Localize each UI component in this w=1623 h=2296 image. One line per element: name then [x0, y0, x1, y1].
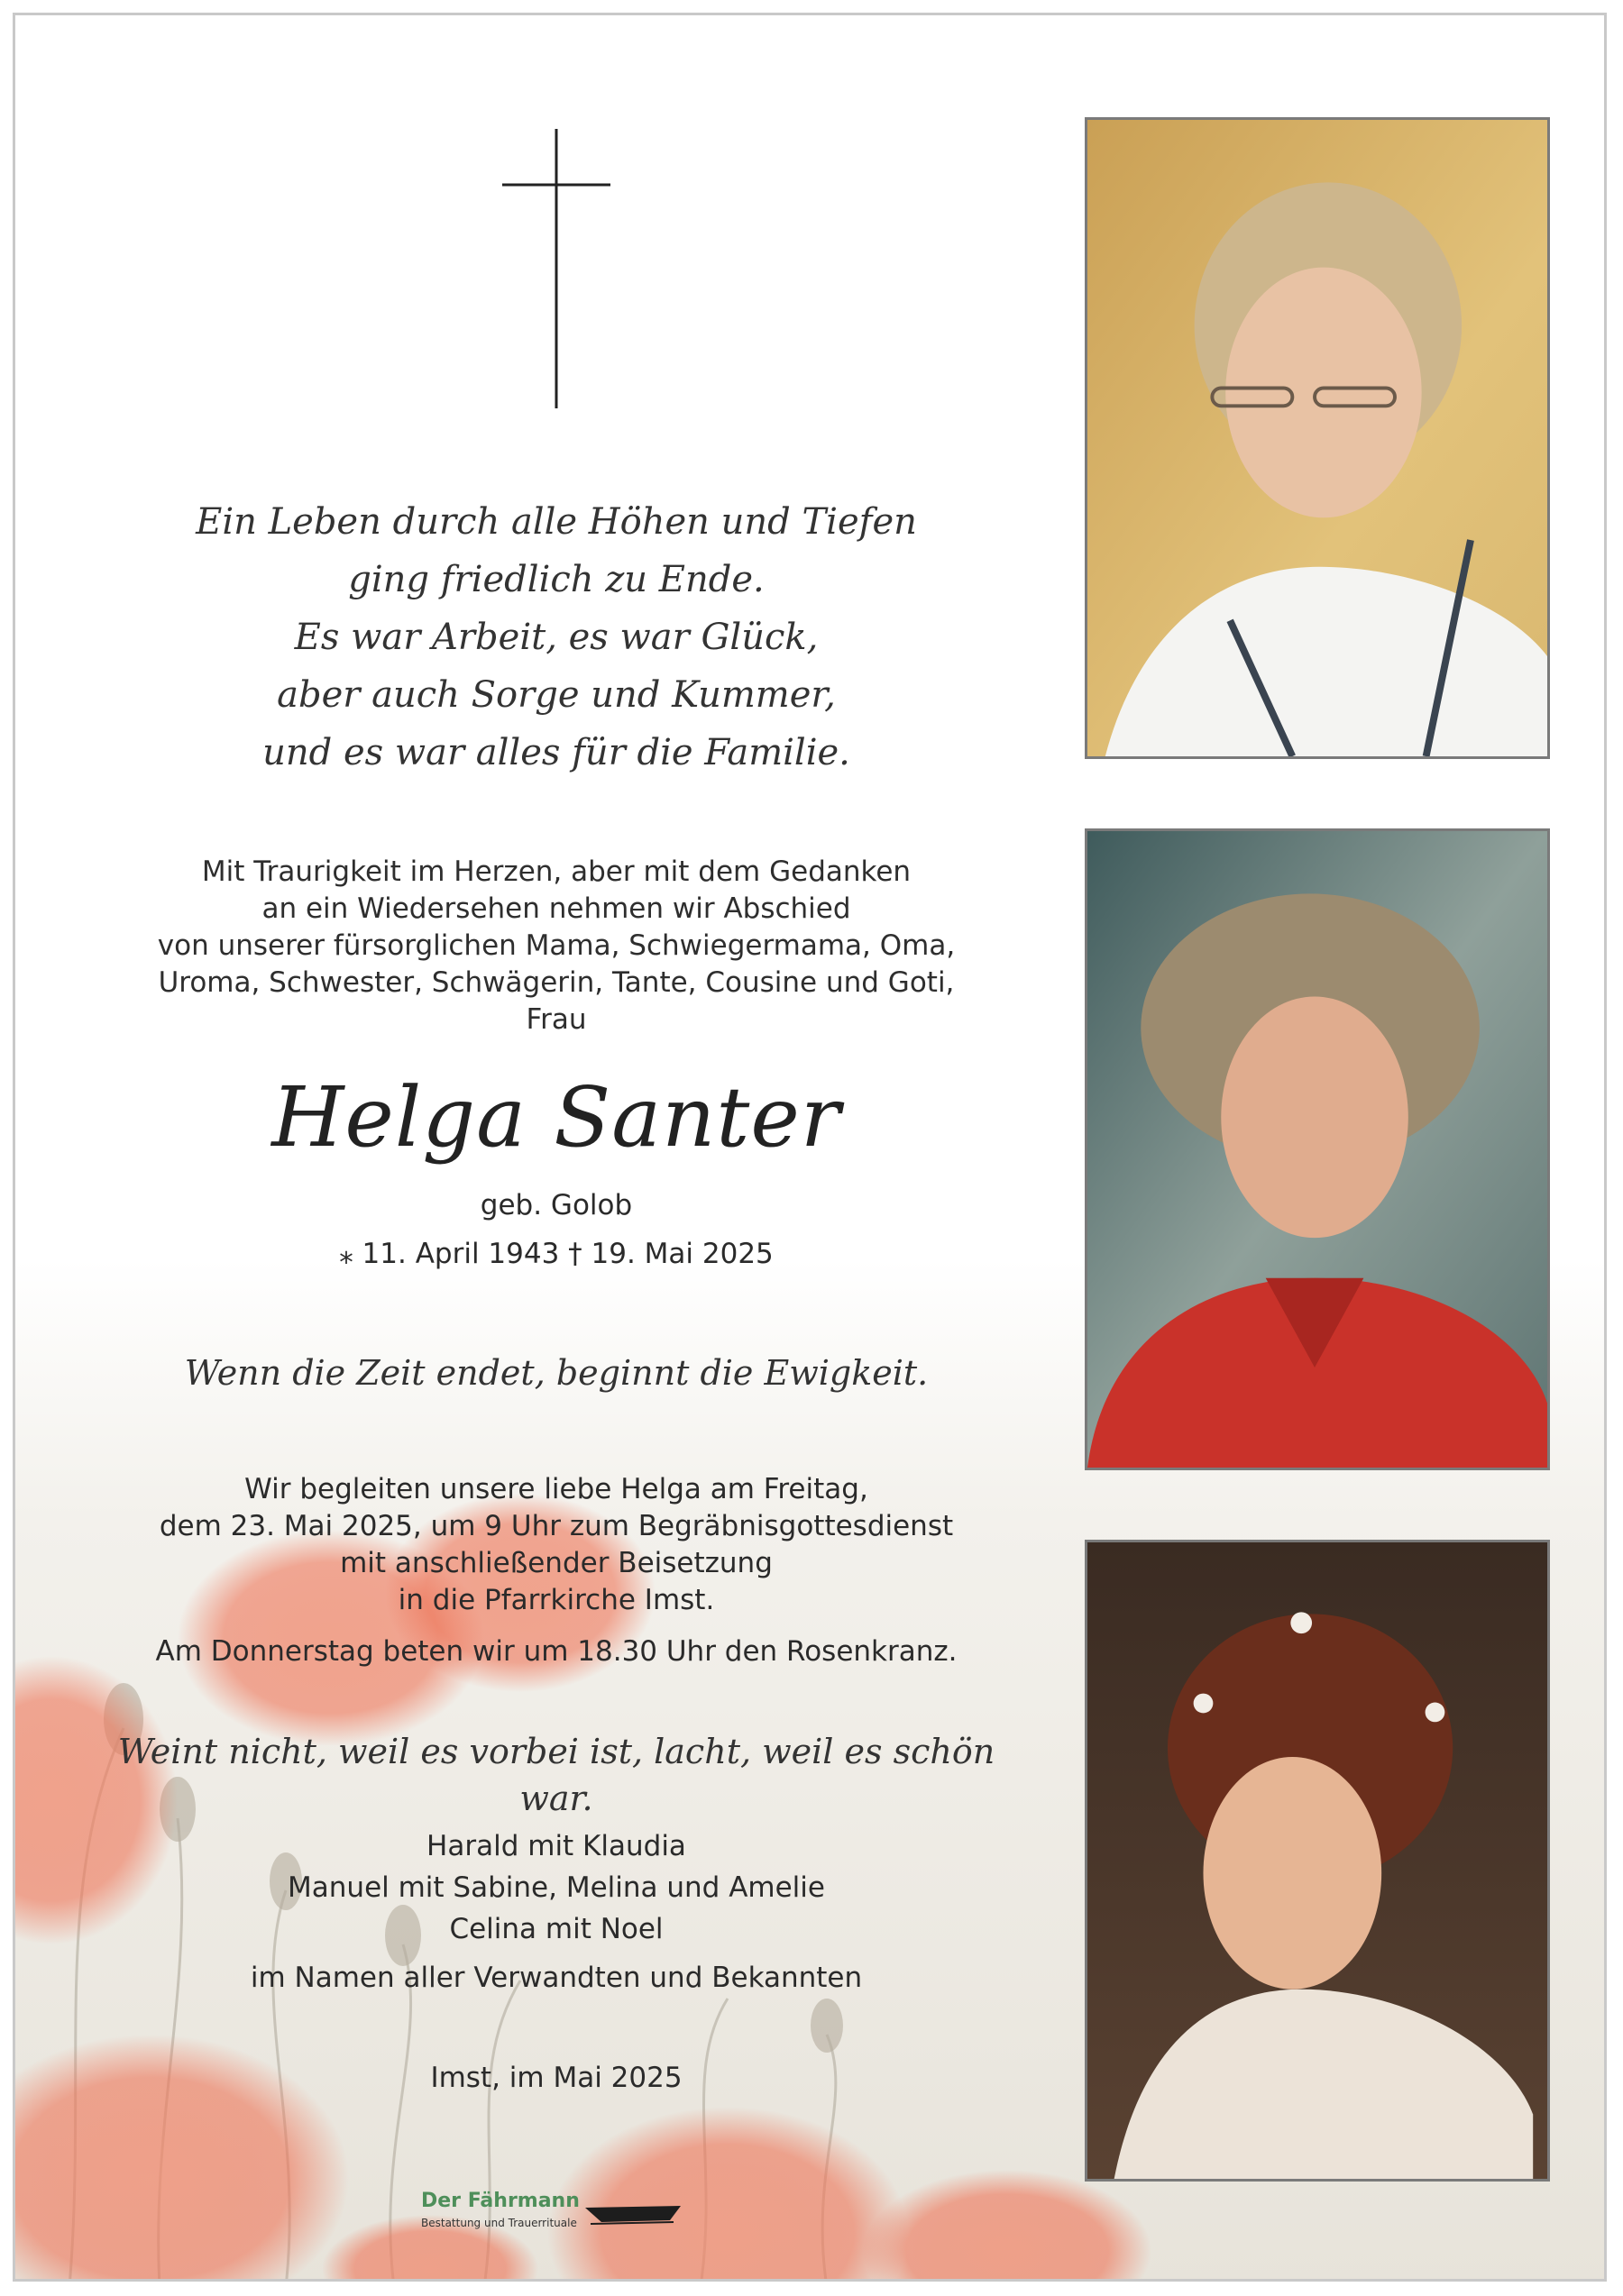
place-date: Imst, im Mai 2025 — [430, 2062, 683, 2094]
portrait-photo-middle-age — [1085, 828, 1550, 1470]
family-line: Manuel mit Sabine, Melina und Amelie — [288, 1871, 825, 1904]
boat-icon — [583, 2202, 683, 2229]
life-dates: ⁎ 11. April 1943 † 19. Mai 2025 — [339, 1238, 774, 1270]
family-line: Celina mit Noel — [449, 1913, 664, 1945]
poem-line: und es war alles für die Familie. — [262, 732, 850, 773]
intro-text — [105, 854, 1007, 1038]
intro-line: an ein Wiedersehen nehmen wir Abschied — [261, 892, 851, 925]
portrait-photo-elderly — [1085, 117, 1550, 759]
poem-line: aber auch Sorge und Kummer, — [277, 674, 836, 716]
funeral-home-logo — [421, 2190, 710, 2253]
family-list — [105, 1825, 1007, 1950]
quote-farewell: Weint nicht, weil es vorbei ist, lacht, weil es schön war. — [117, 1732, 995, 1818]
poem-line: Es war Arbeit, es war Glück, — [294, 617, 819, 658]
poem — [105, 493, 1007, 782]
poem-line: Ein Leben durch alle Höhen und Tiefen — [196, 501, 917, 543]
cross-icon — [502, 129, 610, 408]
poem-line: ging friedlich zu Ende. — [348, 559, 765, 600]
intro-line: Uroma, Schwester, Schwägerin, Tante, Cousine und Goti, — [158, 966, 955, 999]
obituary-card — [13, 13, 1607, 2282]
intro-line: Mit Traurigkeit im Herzen, aber mit dem Gedanken — [201, 855, 912, 888]
intro-line: von unserer fürsorglichen Mama, Schwiegermama, Oma, — [157, 929, 956, 962]
funeral-line: in die Pfarrkirche Imst. — [398, 1584, 715, 1616]
funeral-line: Wir begleiten unsere liebe Helga am Freitag, — [244, 1473, 868, 1505]
funeral-details — [105, 1471, 1007, 1619]
relatives-line: im Namen aller Verwandten und Bekannten — [250, 1962, 863, 1994]
quote-eternity: Wenn die Zeit endet, beginnt die Ewigkeit. — [184, 1353, 929, 1393]
funeral-line: dem 23. Mai 2025, um 9 Uhr zum Begräbnisgottesdienst — [159, 1510, 954, 1542]
logo-name: Der Fährmann — [421, 2190, 580, 2212]
funeral-line: mit anschließender Beisetzung — [340, 1547, 773, 1579]
portrait-photo-young — [1085, 1540, 1550, 2182]
logo-tagline: Bestattung und Trauerrituale — [421, 2217, 577, 2229]
family-line: Harald mit Klaudia — [426, 1830, 686, 1862]
intro-line: Frau — [526, 1003, 587, 1036]
deceased-name: Helga Santer — [271, 1069, 841, 1166]
birth-name: geb. Golob — [480, 1189, 633, 1221]
rosary-notice: Am Donnerstag beten wir um 18.30 Uhr den Rosenkranz. — [155, 1635, 958, 1668]
